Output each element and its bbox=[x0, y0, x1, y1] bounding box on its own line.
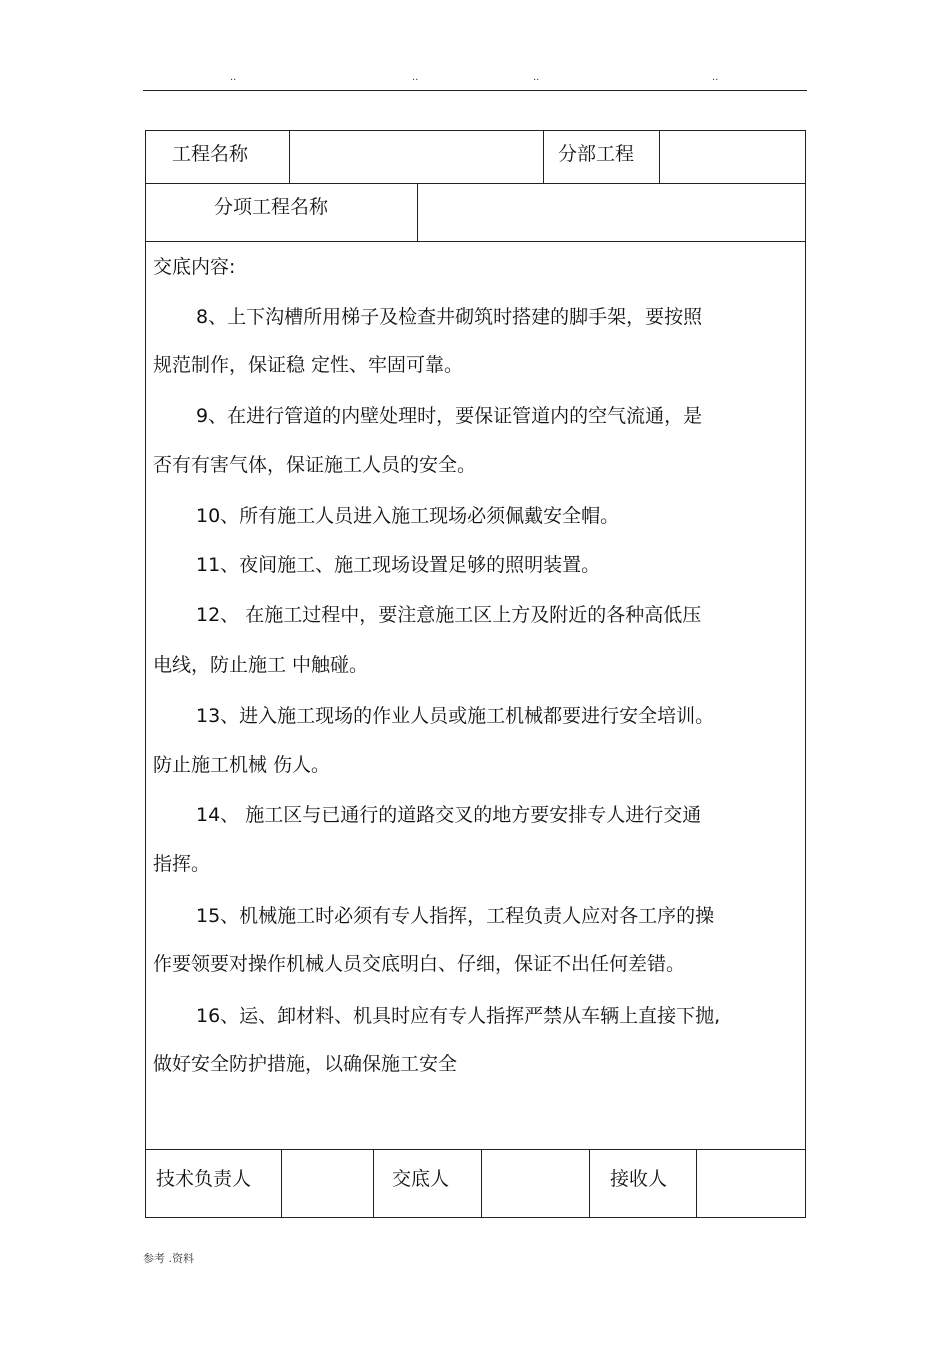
content-line: 电线，防止施工 中触碰。 bbox=[153, 654, 369, 676]
header-dot: .. bbox=[533, 72, 540, 83]
presenter-field[interactable] bbox=[482, 1150, 589, 1217]
content-line: 8、上下沟槽所用梯子及检查井砌筑时搭建的脚手架，要按照 bbox=[196, 306, 703, 328]
division-label: 分部工程 bbox=[558, 143, 635, 165]
content-line: 否有有害气体，保证施工人员的安全。 bbox=[153, 454, 477, 476]
content-line: 16、运、卸材料、机具时应有专人指挥严禁从车辆上直接下抛, bbox=[196, 1005, 721, 1027]
col-divider bbox=[373, 1149, 374, 1218]
subitem-name-field[interactable] bbox=[418, 184, 805, 241]
content-line: 作要领要对操作机械人员交底明白、仔细，保证不出任何差错。 bbox=[153, 953, 686, 975]
col-divider bbox=[543, 130, 544, 184]
presenter-label: 交底人 bbox=[392, 1168, 450, 1190]
header-dot: .. bbox=[412, 72, 419, 83]
content-line: 指挥。 bbox=[153, 853, 211, 875]
header-dot: .. bbox=[712, 72, 719, 83]
project-name-field[interactable] bbox=[290, 131, 543, 183]
division-field[interactable] bbox=[660, 131, 805, 183]
content-line: 防止施工机械 伤人。 bbox=[153, 754, 331, 776]
content-line: 10、所有施工人员进入施工现场必须佩戴安全帽。 bbox=[196, 505, 620, 527]
content-line: 12、 在施工过程中，要注意施工区上方及附近的各种高低压 bbox=[196, 604, 702, 626]
content-line: 做好安全防护措施，以确保施工安全 bbox=[153, 1053, 458, 1075]
table-border-bottom bbox=[145, 1217, 806, 1218]
tech-lead-field[interactable] bbox=[282, 1150, 373, 1217]
subitem-name-label: 分项工程名称 bbox=[214, 196, 329, 218]
tech-lead-label: 技术负责人 bbox=[156, 1168, 252, 1190]
content-line: 规范制作，保证稳 定性、牢固可靠。 bbox=[153, 354, 464, 376]
row-divider bbox=[145, 241, 806, 242]
content-line: 9、在进行管道的内壁处理时，要保证管道内的空气流通，是 bbox=[196, 405, 703, 427]
table-border-right bbox=[805, 130, 806, 1218]
content-line: 11、夜间施工、施工现场设置足够的照明装置。 bbox=[196, 554, 601, 576]
col-divider bbox=[589, 1149, 590, 1218]
header-dot: .. bbox=[230, 72, 237, 83]
content-line: 13、进入施工现场的作业人员或施工机械都要进行安全培训。 bbox=[196, 705, 715, 727]
content-label: 交底内容: bbox=[153, 256, 236, 278]
header-rule bbox=[143, 90, 807, 91]
content-line: 15、机械施工时必须有专人指挥，工程负责人应对各工序的操 bbox=[196, 905, 715, 927]
receiver-label: 接收人 bbox=[610, 1168, 668, 1190]
project-name-label: 工程名称 bbox=[172, 143, 249, 165]
table-border-left bbox=[145, 130, 146, 1218]
content-line: 14、 施工区与已通行的道路交叉的地方要安排专人进行交通 bbox=[196, 804, 702, 826]
footer-note: 参考 .资料 bbox=[143, 1252, 194, 1265]
receiver-field[interactable] bbox=[697, 1150, 805, 1217]
